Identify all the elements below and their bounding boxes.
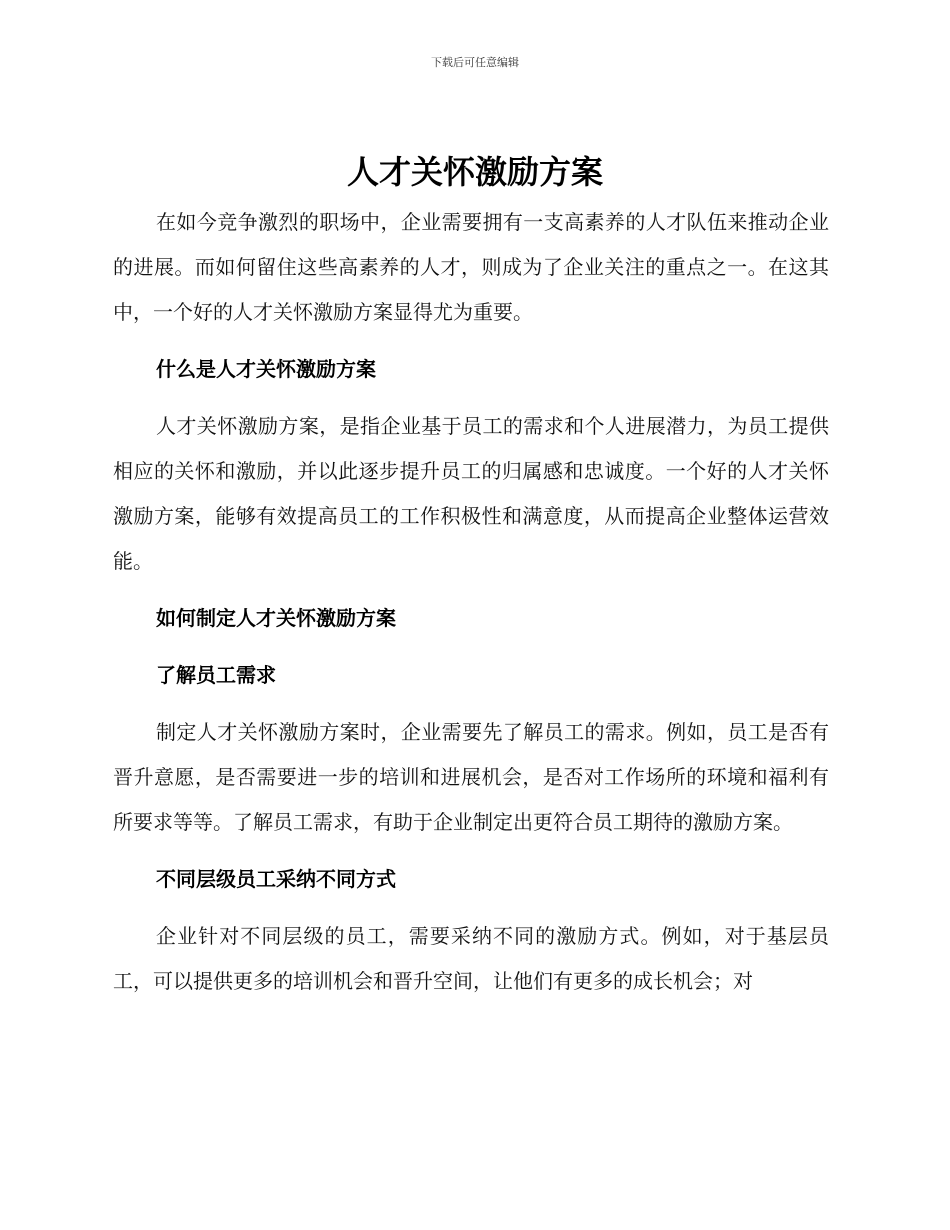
section-heading-what-is: 什么是人才关怀激励方案 <box>156 357 376 381</box>
document-title: 人才关怀激励方案 <box>346 153 603 191</box>
subsection-heading-needs: 了解员工需求 <box>156 663 276 687</box>
levels-paragraph: 企业针对不同层级的员工，需要采纳不同的激励方式。例如，对于基层员工，可以提供更多的培训机会和晋升空间，让他们有更多的成长机会；对 <box>113 924 829 993</box>
document-body <box>113 200 829 1004</box>
subsection-heading-levels: 不同层级员工采纳不同方式 <box>156 867 396 891</box>
header-note: 下载后可任意编辑 <box>431 56 519 69</box>
intro-paragraph: 在如今竞争激烈的职场中，企业需要拥有一支高素养的人才队伍来推动企业的进展。而如何留住这些高素养的人才，则成为了企业关注的重点之一。在这其中，一个好的人才关怀激励方案显得尤为重要。 <box>113 210 829 324</box>
definition-paragraph: 人才关怀激励方案，是指企业基于员工的需求和个人进展潜力，为员工提供相应的关怀和激励，并以此逐步提升员工的归属感和忠诚度。一个好的人才关怀激励方案，能够有效提高员工的工作积极性和满意度，从而提高企业整体运营效能。 <box>113 414 829 573</box>
section-heading-how-to: 如何制定人才关怀激励方案 <box>156 606 396 630</box>
needs-paragraph: 制定人才关怀激励方案时，企业需要先了解员工的需求。例如，员工是否有晋升意愿，是否需要进一步的培训和进展机会，是否对工作场所的环境和福利有所要求等等。了解员工需求，有助于企业制定出更符合员工期待的激励方案。 <box>113 720 829 834</box>
